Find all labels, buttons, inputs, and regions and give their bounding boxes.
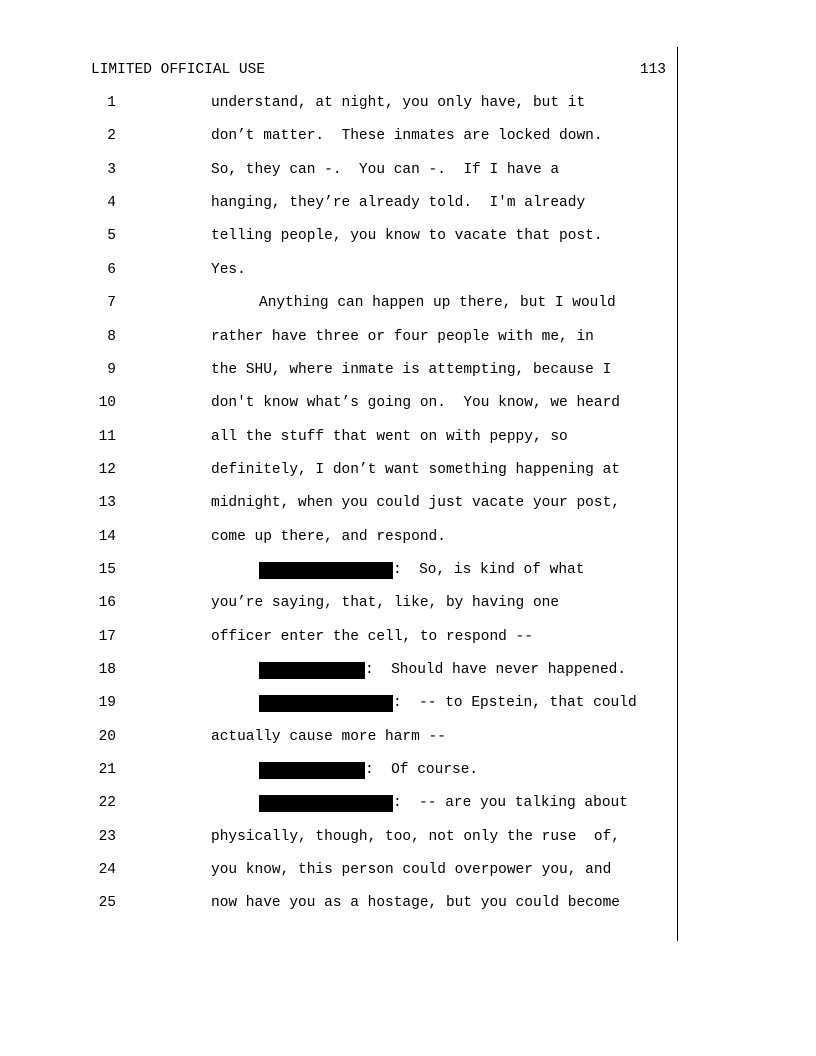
line-content: telling people, you know to vacate that post. [211, 228, 603, 245]
line-content: physically, though, too, not only the ruse of, [211, 828, 620, 845]
page-number: 113 [639, 62, 666, 78]
transcript-line [0, 195, 676, 215]
line-content: come up there, and respond. [211, 528, 446, 545]
line-content: rather have three or four people with me, in [211, 328, 594, 345]
line-content: you know, this person could overpower you, and [211, 862, 612, 879]
line-number: 9 [107, 361, 116, 378]
line-content: Yes. [211, 261, 246, 278]
transcript-line [0, 762, 676, 782]
line-text [259, 295, 616, 312]
line-number: 3 [107, 161, 116, 178]
line-number: 2 [107, 128, 116, 145]
line-content: : Should have never happened. [365, 662, 627, 678]
line-number: 12 [98, 461, 116, 478]
redaction-bar [259, 562, 393, 579]
line-content: you’re saying, that, like, by having one [211, 595, 560, 612]
line-number: 7 [107, 295, 116, 312]
line-text [211, 495, 620, 512]
line-number: 17 [98, 628, 116, 645]
line-text [211, 862, 611, 879]
line-text [211, 329, 594, 346]
line-text [211, 595, 559, 612]
line-number: 21 [98, 762, 116, 778]
transcript-line [0, 262, 676, 282]
transcript-line [0, 395, 676, 415]
transcript-line [0, 362, 676, 382]
redaction-bar [259, 662, 365, 679]
line-text [211, 128, 603, 145]
line-content: : Of course. [365, 762, 479, 778]
line-content: : -- to Epstein, that could [393, 695, 637, 712]
transcript-line [0, 829, 676, 849]
transcript-line [0, 695, 676, 715]
line-number: 24 [98, 862, 116, 879]
line-number: 1 [107, 95, 116, 111]
line-text [211, 195, 585, 212]
line-text [211, 829, 620, 846]
line-number: 25 [98, 895, 116, 912]
line-number: 14 [98, 528, 116, 545]
redaction-bar [259, 795, 393, 812]
transcript-line [0, 662, 676, 682]
transcript-line [0, 462, 676, 482]
line-text [211, 395, 620, 412]
transcript-line [0, 295, 676, 315]
line-number: 8 [107, 328, 116, 345]
line-number: 19 [98, 695, 116, 712]
line-number: 13 [98, 495, 116, 512]
line-content: the SHU, where inmate is attempting, because I [211, 361, 612, 378]
transcript-line [0, 162, 676, 182]
line-number: 15 [98, 561, 116, 578]
line-text [259, 695, 637, 712]
line-text [211, 162, 559, 179]
line-content: understand, at night, you only have, but it [211, 95, 586, 111]
line-text [211, 462, 620, 479]
line-text [259, 795, 628, 812]
line-content: hanging, they’re already told. I'm already [211, 195, 586, 212]
transcript-line [0, 795, 676, 815]
transcript-line [0, 228, 676, 248]
line-content: now have you as a hostage, but you could become [211, 895, 620, 912]
redaction-bar [259, 695, 393, 712]
line-text [259, 562, 584, 579]
line-number: 4 [107, 195, 116, 212]
line-content: all the stuff that went on with peppy, so [211, 428, 568, 445]
line-number: 6 [107, 261, 116, 278]
line-content: : -- are you talking about [393, 795, 628, 812]
line-number: 10 [98, 395, 116, 412]
line-content: don't know what’s going on. You know, we heard [211, 395, 620, 412]
line-content: don’t matter. These inmates are locked down. [211, 128, 603, 145]
transcript-line [0, 595, 676, 615]
line-number: 23 [98, 828, 116, 845]
line-number: 22 [98, 795, 116, 812]
line-text [211, 895, 620, 912]
line-text [211, 262, 246, 279]
line-content: : So, is kind of what [393, 561, 585, 578]
transcript-line [0, 895, 676, 915]
line-text [259, 762, 478, 779]
line-content: midnight, when you could just vacate your post, [211, 495, 620, 512]
line-content: officer enter the cell, to respond -- [211, 628, 533, 645]
line-text [211, 529, 446, 546]
transcript-line [0, 429, 676, 449]
classification-header: LIMITED OFFICIAL USE [91, 62, 266, 78]
transcript-line [0, 128, 676, 148]
transcript-line [0, 529, 676, 549]
line-content: definitely, I don’t want something happening at [211, 461, 620, 478]
line-number: 11 [98, 428, 116, 445]
transcript-line [0, 862, 676, 882]
transcript-line [0, 729, 676, 749]
transcript-line [0, 495, 676, 515]
line-content: So, they can -. You can -. If I have a [211, 161, 560, 178]
redaction-bar [259, 762, 365, 779]
line-text [211, 629, 533, 646]
line-text [259, 662, 626, 679]
line-text [211, 95, 585, 112]
transcript-line [0, 629, 676, 649]
line-content: Anything can happen up there, but I would [259, 295, 616, 312]
transcript-line [0, 562, 676, 582]
line-text [211, 362, 611, 379]
line-number: 5 [107, 228, 116, 245]
line-number: 16 [98, 595, 116, 612]
line-text [211, 729, 446, 746]
line-number: 18 [98, 662, 116, 678]
line-text [211, 228, 603, 245]
transcript-line [0, 329, 676, 349]
transcript-line [0, 95, 676, 115]
line-number: 20 [98, 728, 116, 745]
line-content: actually cause more harm -- [211, 728, 446, 745]
line-text [211, 429, 568, 446]
